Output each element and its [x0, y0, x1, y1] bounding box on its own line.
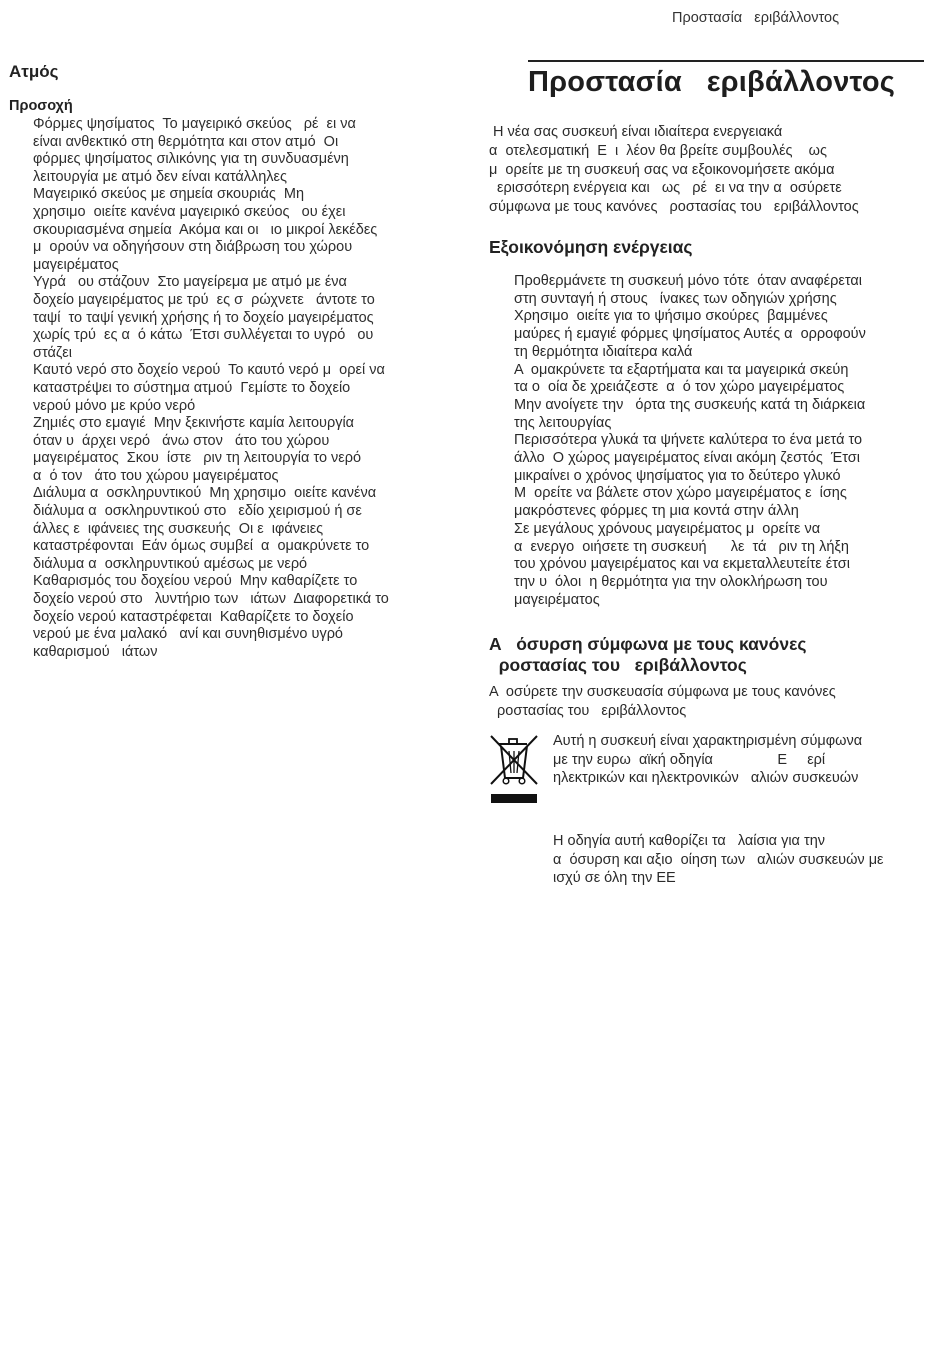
directive-line: Η οδηγία αυτή καθορίζει τα λαίσια για την [553, 833, 826, 850]
caution-line: Μαγειρικό σκεύος με σημεία σκουριάς Μη [33, 186, 305, 203]
crossed-out-wheeled-bin-icon [489, 734, 539, 806]
caution-line: Υγρά ου στάζουν Στο μαγείρεμα με ατμό με ένα [33, 274, 347, 291]
energy-saving-tips [514, 273, 929, 609]
running-header: Προστασία εριβάλλοντος [672, 10, 840, 26]
caution-line: Καθαρισμός του δοχείου νερού Μην καθαρίζετε το [33, 573, 358, 590]
energy-tip-line: Μ ορείτε να βάλετε στον χώρο μαγειρέματος ε ίσης [514, 485, 847, 502]
energy-tip-line: την υ όλοι η θερμότητα για την ολοκλήρωση του [514, 573, 828, 590]
weee-notice [489, 732, 929, 802]
caution-line: φόρμες ψησίματος σιλικόνης για τη συνδυασμένη [33, 151, 349, 168]
energy-tip-line: Χρησιμο οιείτε για το ψήσιμο σκούρες βαμμένες [514, 308, 828, 325]
energy-tip-line: Α ομακρύνετε τα εξαρτήματα και τα μαγειρικά σκεύη [514, 361, 849, 378]
intro-paragraph [489, 123, 929, 217]
disposal-intro [489, 683, 929, 720]
caution-line: χωρίς τρύ ες α ό κάτω Έτσι συλλέγεται το υγρό ου [33, 327, 374, 344]
caution-line: μαγειρέματος Σκου ίστε ριν τη λειτουργία το νερό [33, 450, 362, 467]
caution-line: Καυτό νερό στο δοχείο νερού Το καυτό νερό μ ορεί να [33, 362, 385, 379]
caution-line: νερού μόνο με κρύο νερό [33, 397, 196, 414]
energy-tip-line: Περισσότερα γλυκά τα ψήνετε καλύτερα το ένα μετά το [514, 432, 863, 449]
caution-line: όταν υ άρχει νερό άνω στον άτο του χώρου [33, 432, 330, 449]
caution-line: ταψί το ταψί γενική χρήσης ή το δοχείο μαγειρέματος [33, 309, 374, 326]
directive-line: ισχύ σε όλη την ΕΕ [553, 869, 676, 886]
disposal-intro-line: ροστασίας του εριβάλλοντος [489, 702, 687, 719]
caution-line: μαγειρέματος [33, 256, 119, 273]
weee-text [553, 732, 929, 787]
disposal-title-line: ροστασίας του εριβάλλοντος [489, 655, 747, 676]
energy-tip-line: μικραίνει ο χρόνος ψησίματος για το δεύτερο γλυκό [514, 467, 841, 484]
intro-line: α οτελεσματική Ε ι λέον θα βρείτε συμβουλές ως [489, 142, 827, 159]
caution-line: λειτουργία με ατμό δεν είναι κατάλληλες [33, 168, 287, 185]
caution-line: δοχείο νερού καταστρέφεται Καθαρίζετε το δοχείο [33, 608, 354, 625]
energy-saving-title: Εξοικονόμηση ενέργειας [489, 236, 693, 257]
environment-section [489, 60, 929, 887]
energy-tip-line: μακρόστενες φόρμες τη μια κοντά στην άλλη [514, 503, 799, 520]
directive-line: α όσυρση και αξιο οίηση των αλιών συσκευών με [553, 851, 884, 868]
energy-tip-line: Σε μεγάλους χρόνους μαγειρέματος μ ορείτε να [514, 520, 821, 537]
section-title-steam: Ατμός [9, 62, 59, 81]
caution-line: Ζημιές στο εμαγιέ Μην ξεκινήστε καμία λειτουργία [33, 415, 355, 432]
energy-tip-line: α ενεργο οιήσετε τη συσκευή λε τά ριν τη λήξη [514, 538, 849, 555]
weee-line: ηλεκτρικών και ηλεκτρονικών αλιών συσκευών [553, 769, 859, 786]
energy-tip-line: Μην ανοίγετε την όρτα της συσκευής κατά τη διάρκεια [514, 396, 866, 413]
caution-line: διάλυμα α οσκληρυντικού στο εδίο χειρισμού ή σε [33, 503, 362, 520]
caution-line: καθαρισμού ιάτων [33, 643, 158, 660]
caution-line: Διάλυμα α οσκληρυντικού Μη χρησιμο οιείτε κανένα [33, 485, 377, 502]
energy-tip-line: μαγειρέματος [514, 591, 600, 608]
intro-line: ερισσότερη ενέργεια και ως ρέ ει να την α οσύρετε [489, 180, 842, 197]
intro-line: μ ορείτε με τη συσκευή σας να εξοικονομήσετε ακόμα [489, 161, 835, 178]
caution-line: καταστρέφονται Εάν όμως συμβεί α ομακρύνετε το [33, 538, 370, 555]
weee-line: Αυτή η συσκευή είναι χαρακτηρισμένη σύμφωνα [553, 733, 863, 750]
disposal-intro-line: Α οσύρετε την συσκευασία σύμφωνα με τους κανόνες [489, 684, 836, 701]
caution-line: διάλυμα α οσκληρυντικού αμέσως με νερό [33, 555, 308, 572]
title-rule [528, 60, 924, 62]
energy-tip-line: Προθερμάνετε τη συσκευή μόνο τότε όταν αναφέρεται [514, 272, 862, 289]
intro-line: Η νέα σας συσκευή είναι ιδιαίτερα ενεργειακά [489, 124, 783, 140]
energy-tip-line: της λειτουργίας [514, 414, 612, 431]
caution-line: στάζει [33, 344, 72, 361]
caution-label: Προσοχή [9, 98, 73, 114]
caution-line: καταστρέψει το σύστημα ατμού Γεμίστε το δοχείο [33, 379, 351, 396]
energy-tip-line: τα ο οία δε χρειάζεστε α ό τον χώρο μαγειρέματος [514, 379, 845, 396]
caution-line: Φόρμες ψησίματος Το μαγειρικό σκεύος ρέ ει να [33, 116, 356, 132]
energy-tip-line: μαύρες ή εμαγιέ φόρμες ψησίματος Αυτές α ορροφούν [514, 326, 866, 343]
weee-line: με την ευρω αϊκή οδηγία Ε ερί [553, 751, 826, 768]
caution-line: νερού με ένα μαλακό ανί και συνηθισμένο υγρό [33, 626, 344, 643]
caution-line: μ ορούν να οδηγήσουν στη διάβρωση του χώρου [33, 239, 353, 256]
energy-tip-line: τη θερμότητα ιδιαίτερα καλά [514, 343, 693, 360]
caution-text [33, 116, 449, 661]
energy-tip-line: του χρόνου μαγειρέματος και να εκμεταλλευτείτε έτσι [514, 556, 850, 573]
disposal-title [489, 634, 929, 676]
caution-line: σκουριασμένα σημεία Ακόμα και οι ιο μικροί λεκέδες [33, 221, 378, 238]
caution-line: χρησιμο οιείτε κανένα μαγειρικό σκεύος ου έχει [33, 203, 346, 220]
caution-line: είναι ανθεκτικό στη θερμότητα και στον ατμό Οι [33, 133, 339, 150]
energy-tip-line: άλλο Ο χώρος μαγειρέματος είναι ακόμη ζεστός Έτσι [514, 450, 860, 467]
energy-tip-line: στη συνταγή ή στους ίνακες των οδηγιών χρήσης [514, 290, 837, 307]
directive-text [553, 832, 929, 887]
steam-section [9, 62, 449, 661]
disposal-title-line: Α όσυρση σύμφωνα με τους κανόνες [489, 634, 807, 655]
intro-line: σύμφωνα με τους κανόνες ροστασίας του εριβάλλοντος [489, 199, 859, 216]
caution-line: α ό τον άτο του χώρου μαγειρέματος [33, 467, 279, 484]
page-title: Προστασία εριβάλλοντος [528, 66, 896, 98]
caution-line: δοχείο μαγειρέματος με τρύ ες σ ρώχνετε άντοτε το [33, 291, 375, 308]
caution-line: άλλες ε ιφάνειες της συσκευής Οι ε ιφάνειες [33, 520, 324, 537]
caution-line: δοχείο νερού στο λυντήριο των ιάτων Διαφορετικά το [33, 591, 389, 608]
